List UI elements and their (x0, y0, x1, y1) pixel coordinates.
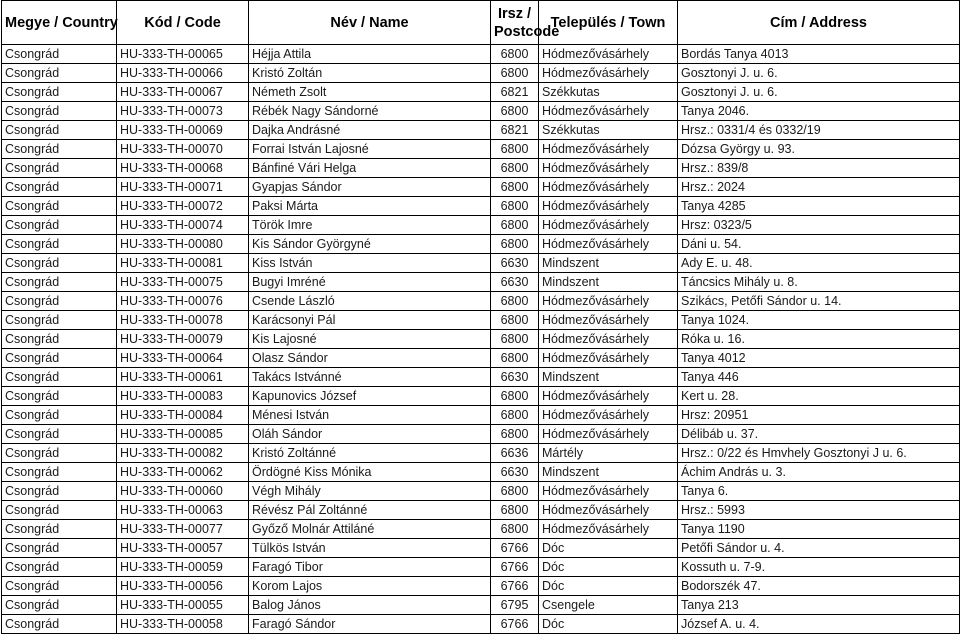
cell-town: Hódmezővásárhely (539, 159, 678, 178)
cell-code: HU-333-TH-00074 (117, 216, 249, 235)
table-row (2, 501, 960, 520)
cell-name: Török Imre (249, 216, 491, 235)
cell-postcode: 6800 (491, 159, 539, 178)
table-row (2, 273, 960, 292)
cell-address: Tanya 213 (678, 596, 960, 615)
cell-code: HU-333-TH-00070 (117, 140, 249, 159)
cell-code: HU-333-TH-00076 (117, 292, 249, 311)
cell-name: Tülkös István (249, 539, 491, 558)
cell-name: Kis Lajosné (249, 330, 491, 349)
cell-address: Gosztonyi J. u. 6. (678, 83, 960, 102)
cell-code: HU-333-TH-00066 (117, 64, 249, 83)
cell-name: Dajka Andrásné (249, 121, 491, 140)
cell-address: Tanya 446 (678, 368, 960, 387)
cell-county: Csongrád (2, 501, 117, 520)
cell-code: HU-333-TH-00061 (117, 368, 249, 387)
cell-town: Mindszent (539, 273, 678, 292)
cell-code: HU-333-TH-00064 (117, 349, 249, 368)
cell-town: Hódmezővásárhely (539, 64, 678, 83)
cell-address: Táncsics Mihály u. 8. (678, 273, 960, 292)
cell-town: Hódmezővásárhely (539, 349, 678, 368)
cell-name: Kiss István (249, 254, 491, 273)
cell-postcode: 6766 (491, 615, 539, 634)
cell-county: Csongrád (2, 577, 117, 596)
table-body (2, 45, 960, 634)
cell-postcode: 6766 (491, 558, 539, 577)
cell-code: HU-333-TH-00073 (117, 102, 249, 121)
table-row (2, 121, 960, 140)
cell-code: HU-333-TH-00071 (117, 178, 249, 197)
cell-town: Hódmezővásárhely (539, 387, 678, 406)
cell-town: Hódmezővásárhely (539, 425, 678, 444)
cell-name: Gyapjas Sándor (249, 178, 491, 197)
table-row (2, 178, 960, 197)
cell-name: Balog János (249, 596, 491, 615)
cell-code: HU-333-TH-00069 (117, 121, 249, 140)
cell-name: Ördögné Kiss Mónika (249, 463, 491, 482)
cell-name: Karácsonyi Pál (249, 311, 491, 330)
cell-town: Mártély (539, 444, 678, 463)
cell-code: HU-333-TH-00057 (117, 539, 249, 558)
cell-name: Rébék Nagy Sándorné (249, 102, 491, 121)
cell-code: HU-333-TH-00077 (117, 520, 249, 539)
cell-address: Hrsz.: 839/8 (678, 159, 960, 178)
cell-county: Csongrád (2, 292, 117, 311)
cell-name: Csende László (249, 292, 491, 311)
header-county: Megye / Country (2, 1, 117, 45)
cell-address: Bordás Tanya 4013 (678, 45, 960, 64)
cell-address: Hrsz.: 0/22 és Hmvhely Gosztonyi J u. 6. (678, 444, 960, 463)
cell-name: Győző Molnár Attiláné (249, 520, 491, 539)
cell-name: Kis Sándor Györgyné (249, 235, 491, 254)
cell-code: HU-333-TH-00067 (117, 83, 249, 102)
cell-address: Tanya 1190 (678, 520, 960, 539)
cell-name: Révész Pál Zoltánné (249, 501, 491, 520)
cell-address: Tanya 4285 (678, 197, 960, 216)
cell-code: HU-333-TH-00065 (117, 45, 249, 64)
cell-code: HU-333-TH-00082 (117, 444, 249, 463)
table-row (2, 292, 960, 311)
cell-code: HU-333-TH-00063 (117, 501, 249, 520)
table-row (2, 539, 960, 558)
cell-county: Csongrád (2, 273, 117, 292)
cell-county: Csongrád (2, 444, 117, 463)
cell-name: Németh Zsolt (249, 83, 491, 102)
cell-name: Héjja Attila (249, 45, 491, 64)
cell-town: Székkutas (539, 83, 678, 102)
table-row (2, 596, 960, 615)
cell-town: Hódmezővásárhely (539, 235, 678, 254)
table-row (2, 406, 960, 425)
cell-county: Csongrád (2, 254, 117, 273)
cell-postcode: 6800 (491, 102, 539, 121)
header-postcode (491, 1, 560, 45)
cell-address: Hrsz: 0323/5 (678, 216, 960, 235)
cell-town: Hódmezővásárhely (539, 102, 678, 121)
cell-name: Takács Istvánné (249, 368, 491, 387)
cell-town: Mindszent (539, 254, 678, 273)
cell-code: HU-333-TH-00060 (117, 482, 249, 501)
cell-address: Szikács, Petőfi Sándor u. 14. (678, 292, 960, 311)
cell-address: Petőfi Sándor u. 4. (678, 539, 960, 558)
table-header (2, 1, 960, 45)
header-town: Település / Town (539, 1, 678, 45)
cell-code: HU-333-TH-00085 (117, 425, 249, 444)
cell-postcode: 6800 (491, 197, 539, 216)
cell-postcode: 6800 (491, 311, 539, 330)
cell-name: Oláh Sándor (249, 425, 491, 444)
cell-name: Bugyi Imréné (249, 273, 491, 292)
header-address: Cím / Address (678, 1, 960, 45)
header-postcode-line2: Postcode (494, 23, 560, 40)
cell-address: Róka u. 16. (678, 330, 960, 349)
header-postcode-line1: Irsz / (497, 5, 532, 22)
cell-county: Csongrád (2, 102, 117, 121)
cell-address: Tanya 6. (678, 482, 960, 501)
table-row (2, 463, 960, 482)
table-row (2, 254, 960, 273)
cell-postcode: 6630 (491, 254, 539, 273)
cell-postcode: 6800 (491, 482, 539, 501)
cell-code: HU-333-TH-00055 (117, 596, 249, 615)
cell-county: Csongrád (2, 615, 117, 634)
cell-code: HU-333-TH-00081 (117, 254, 249, 273)
cell-postcode: 6800 (491, 501, 539, 520)
cell-address: Dózsa György u. 93. (678, 140, 960, 159)
cell-postcode: 6630 (491, 368, 539, 387)
cell-postcode: 6800 (491, 178, 539, 197)
cell-address: Ady E. u. 48. (678, 254, 960, 273)
cell-county: Csongrád (2, 311, 117, 330)
cell-name: Kristó Zoltán (249, 64, 491, 83)
cell-postcode: 6766 (491, 577, 539, 596)
table-row (2, 520, 960, 539)
cell-code: HU-333-TH-00075 (117, 273, 249, 292)
cell-code: HU-333-TH-00079 (117, 330, 249, 349)
cell-town: Mindszent (539, 368, 678, 387)
cell-county: Csongrád (2, 406, 117, 425)
cell-address: Bodorszék 47. (678, 577, 960, 596)
cell-county: Csongrád (2, 482, 117, 501)
cell-name: Végh Mihály (249, 482, 491, 501)
cell-postcode: 6795 (491, 596, 539, 615)
cell-town: Hódmezővásárhely (539, 311, 678, 330)
cell-postcode: 6800 (491, 330, 539, 349)
cell-town: Hódmezővásárhely (539, 292, 678, 311)
cell-town: Hódmezővásárhely (539, 178, 678, 197)
cell-postcode: 6630 (491, 463, 539, 482)
cell-county: Csongrád (2, 178, 117, 197)
cell-postcode: 6800 (491, 292, 539, 311)
cell-postcode: 6800 (491, 520, 539, 539)
cell-code: HU-333-TH-00062 (117, 463, 249, 482)
table-row (2, 83, 960, 102)
table-row (2, 577, 960, 596)
cell-postcode: 6636 (491, 444, 539, 463)
cell-county: Csongrád (2, 387, 117, 406)
cell-code: HU-333-TH-00059 (117, 558, 249, 577)
cell-town: Dóc (539, 539, 678, 558)
header-code: Kód / Code (117, 1, 249, 45)
table-row (2, 615, 960, 634)
cell-town: Hódmezővásárhely (539, 406, 678, 425)
header-name: Név / Name (249, 1, 491, 45)
cell-name: Kapunovics József (249, 387, 491, 406)
cell-address: Gosztonyi J. u. 6. (678, 64, 960, 83)
cell-address: Áchim András u. 3. (678, 463, 960, 482)
cell-town: Dóc (539, 558, 678, 577)
cell-county: Csongrád (2, 520, 117, 539)
cell-county: Csongrád (2, 140, 117, 159)
header-row (2, 1, 960, 45)
cell-county: Csongrád (2, 45, 117, 64)
cell-address: Tanya 1024. (678, 311, 960, 330)
cell-town: Hódmezővásárhely (539, 197, 678, 216)
cell-name: Kristó Zoltánné (249, 444, 491, 463)
cell-postcode: 6800 (491, 406, 539, 425)
table-row (2, 387, 960, 406)
cell-town: Hódmezővásárhely (539, 216, 678, 235)
cell-address: József A. u. 4. (678, 615, 960, 634)
cell-postcode: 6821 (491, 83, 539, 102)
cell-address: Hrsz.: 5993 (678, 501, 960, 520)
cell-name: Paksi Márta (249, 197, 491, 216)
cell-county: Csongrád (2, 425, 117, 444)
cell-postcode: 6800 (491, 235, 539, 254)
table-row (2, 45, 960, 64)
cell-county: Csongrád (2, 596, 117, 615)
cell-town: Hódmezővásárhely (539, 482, 678, 501)
table-row (2, 235, 960, 254)
cell-county: Csongrád (2, 463, 117, 482)
cell-postcode: 6800 (491, 45, 539, 64)
cell-town: Székkutas (539, 121, 678, 140)
cell-town: Hódmezővásárhely (539, 45, 678, 64)
table-row (2, 216, 960, 235)
table-row (2, 311, 960, 330)
cell-address: Tanya 2046. (678, 102, 960, 121)
cell-town: Dóc (539, 615, 678, 634)
cell-town: Mindszent (539, 463, 678, 482)
cell-name: Bánfiné Vári Helga (249, 159, 491, 178)
cell-county: Csongrád (2, 235, 117, 254)
cell-town: Hódmezővásárhely (539, 140, 678, 159)
cell-code: HU-333-TH-00080 (117, 235, 249, 254)
cell-code: HU-333-TH-00078 (117, 311, 249, 330)
cell-postcode: 6766 (491, 539, 539, 558)
producer-table (1, 0, 960, 634)
cell-county: Csongrád (2, 349, 117, 368)
cell-town: Csengele (539, 596, 678, 615)
cell-address: Hrsz: 20951 (678, 406, 960, 425)
cell-address: Délibáb u. 37. (678, 425, 960, 444)
cell-county: Csongrád (2, 83, 117, 102)
cell-name: Olasz Sándor (249, 349, 491, 368)
cell-code: HU-333-TH-00083 (117, 387, 249, 406)
cell-postcode: 6800 (491, 387, 539, 406)
table-row (2, 197, 960, 216)
cell-code: HU-333-TH-00068 (117, 159, 249, 178)
cell-county: Csongrád (2, 121, 117, 140)
cell-county: Csongrád (2, 64, 117, 83)
cell-postcode: 6800 (491, 349, 539, 368)
cell-code: HU-333-TH-00072 (117, 197, 249, 216)
cell-county: Csongrád (2, 216, 117, 235)
table-row (2, 102, 960, 121)
cell-name: Ménesi István (249, 406, 491, 425)
cell-code: HU-333-TH-00056 (117, 577, 249, 596)
cell-county: Csongrád (2, 159, 117, 178)
table-row (2, 159, 960, 178)
cell-name: Forrai István Lajosné (249, 140, 491, 159)
cell-code: HU-333-TH-00058 (117, 615, 249, 634)
table-row (2, 558, 960, 577)
cell-postcode: 6800 (491, 216, 539, 235)
cell-town: Dóc (539, 577, 678, 596)
cell-town: Hódmezővásárhely (539, 520, 678, 539)
cell-postcode: 6630 (491, 273, 539, 292)
cell-county: Csongrád (2, 539, 117, 558)
cell-postcode: 6800 (491, 64, 539, 83)
cell-county: Csongrád (2, 330, 117, 349)
cell-address: Tanya 4012 (678, 349, 960, 368)
cell-address: Dáni u. 54. (678, 235, 960, 254)
cell-address: Kert u. 28. (678, 387, 960, 406)
table-row (2, 444, 960, 463)
cell-code: HU-333-TH-00084 (117, 406, 249, 425)
cell-address: Kossuth u. 7-9. (678, 558, 960, 577)
table-row (2, 330, 960, 349)
table-row (2, 482, 960, 501)
cell-name: Korom Lajos (249, 577, 491, 596)
table-row (2, 140, 960, 159)
table-row (2, 64, 960, 83)
cell-postcode: 6800 (491, 425, 539, 444)
cell-county: Csongrád (2, 368, 117, 387)
cell-address: Hrsz.: 2024 (678, 178, 960, 197)
table-row (2, 349, 960, 368)
cell-town: Hódmezővásárhely (539, 330, 678, 349)
cell-county: Csongrád (2, 558, 117, 577)
cell-name: Faragó Sándor (249, 615, 491, 634)
table-row (2, 368, 960, 387)
cell-postcode: 6800 (491, 140, 539, 159)
table-row (2, 425, 960, 444)
cell-address: Hrsz.: 0331/4 és 0332/19 (678, 121, 960, 140)
cell-name: Faragó Tibor (249, 558, 491, 577)
cell-postcode: 6821 (491, 121, 539, 140)
cell-county: Csongrád (2, 197, 117, 216)
cell-town: Hódmezővásárhely (539, 501, 678, 520)
